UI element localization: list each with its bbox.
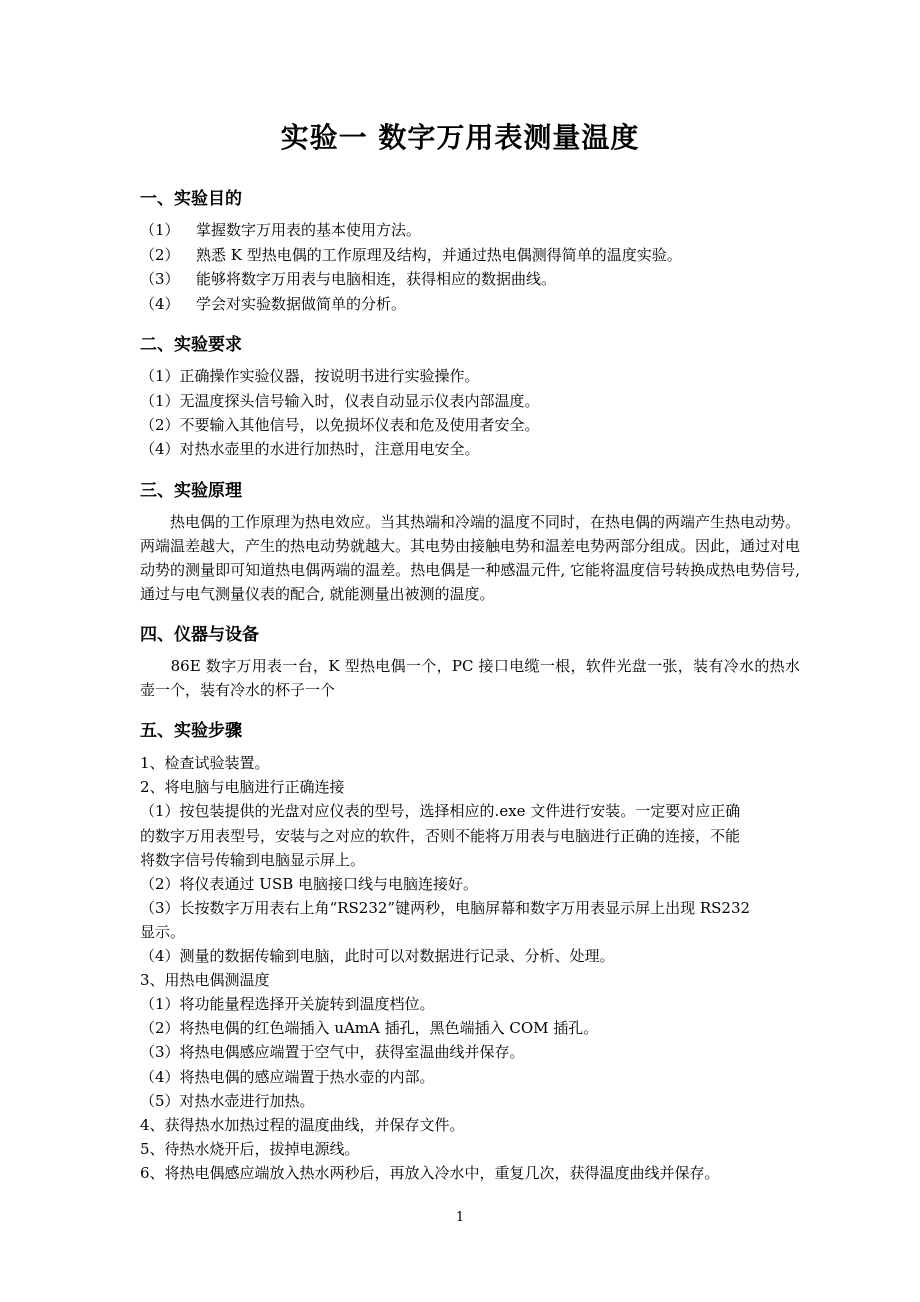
list-item: （2）不要输入其他信号，以免损坏仪表和危及使用者安全。 xyxy=(140,416,540,434)
list-item-number: （3） xyxy=(140,270,180,288)
list-item-text: 掌握数字万用表的基本使用方法。 xyxy=(196,221,422,239)
step-line: （1）按包装提供的光盘对应仪表的型号，选择相应的.exe 文件进行安装。一定要对应正确 xyxy=(140,802,741,820)
step-line: （2）将热电偶的红色端插入 uAmA 插孔，黑色端插入 COM 插孔。 xyxy=(140,1019,599,1037)
step-line: （3）将热电偶感应端置于空气中，获得室温曲线并保存。 xyxy=(140,1043,525,1061)
step-line: 3、用热电偶测温度 xyxy=(140,971,270,989)
step-line: 4、获得热水加热过程的温度曲线，并保存文件。 xyxy=(140,1116,465,1134)
step-line: 5、待热水烧开后，拔掉电源线。 xyxy=(140,1140,360,1158)
step-line: 将数字信号传输到电脑显示屏上。 xyxy=(140,851,366,869)
list-item-text: 熟悉 K 型热电偶的工作原理及结构，并通过热电偶测得简单的温度实验。 xyxy=(196,246,682,264)
step-line: （2）将仪表通过 USB 电脑接口线与电脑连接好。 xyxy=(140,875,479,893)
list-item-number: （1） xyxy=(140,221,180,239)
list-item: （1）无温度探头信号输入时，仪表自动显示仪表内部温度。 xyxy=(140,392,540,410)
equipment-paragraph: 86E 数字万用表一台，K 型热电偶一个，PC 接口电缆一根，软件光盘一张，装有冷水的热水壶一个，装有冷水的杯子一个 xyxy=(140,657,800,699)
section-heading-purpose: 一、实验目的 xyxy=(140,189,242,209)
step-line: 6、将热电偶感应端放入热水两秒后，再放入冷水中，重复几次，获得温度曲线并保存。 xyxy=(140,1164,720,1182)
page-title: 实验一 数字万用表测量温度 xyxy=(280,121,640,154)
step-line: （5）对热水壶进行加热。 xyxy=(140,1092,315,1110)
step-line: 的数字万用表型号，安装与之对应的软件，否则不能将万用表与电脑进行正确的连接，不能 xyxy=(140,827,741,845)
page-number: 1 xyxy=(455,1210,465,1225)
principle-paragraph: 热电偶的工作原理为热电效应。当其热端和冷端的温度不同时，在热电偶的两端产生热电动势。两端温差越大，产生的热电动势就越大。其电势由接触电势和温差电势两部分组成。因此，通过对电动势的测量即可知道热电偶两端的温差。热电偶是一种感温元件, 它能将温度信号转换成热电势信号, 通过与电气测量仪表的配合, 就能测量出被测的温度。 xyxy=(140,513,801,603)
step-line: （1）将功能量程选择开关旋转到温度档位。 xyxy=(140,995,435,1013)
section-heading-requirements: 二、实验要求 xyxy=(140,335,242,355)
step-line: 2、将电脑与电脑进行正确连接 xyxy=(140,778,345,796)
list-item-text: 能够将数字万用表与电脑相连，获得相应的数据曲线。 xyxy=(196,270,557,288)
list-item xyxy=(140,267,556,291)
list-item-number: （4） xyxy=(140,295,180,313)
step-line: （4）将热电偶的感应端置于热水壶的内部。 xyxy=(140,1068,435,1086)
step-line: 1、检查试验装置。 xyxy=(140,754,270,772)
list-item-text: 学会对实验数据做简单的分析。 xyxy=(196,295,407,313)
list-item xyxy=(140,243,682,267)
list-item-number: （2） xyxy=(140,246,180,264)
list-item: （4）对热水壶里的水进行加热时，注意用电安全。 xyxy=(140,440,480,458)
section-heading-principle: 三、实验原理 xyxy=(140,481,242,501)
step-line: 显示。 xyxy=(140,923,186,941)
step-line: （4）测量的数据传输到电脑，此时可以对数据进行记录、分析、处理。 xyxy=(140,947,615,965)
list-item xyxy=(140,292,406,316)
step-line: （3）长按数字万用表右上角“RS232”键两秒，电脑屏幕和数字万用表显示屏上出现 RS232 xyxy=(140,899,751,917)
list-item: （1）正确操作实验仪器，按说明书进行实验操作。 xyxy=(140,367,480,385)
section-heading-equipment: 四、仪器与设备 xyxy=(140,625,259,645)
section-heading-steps: 五、实验步骤 xyxy=(140,721,242,741)
list-item xyxy=(140,218,421,242)
